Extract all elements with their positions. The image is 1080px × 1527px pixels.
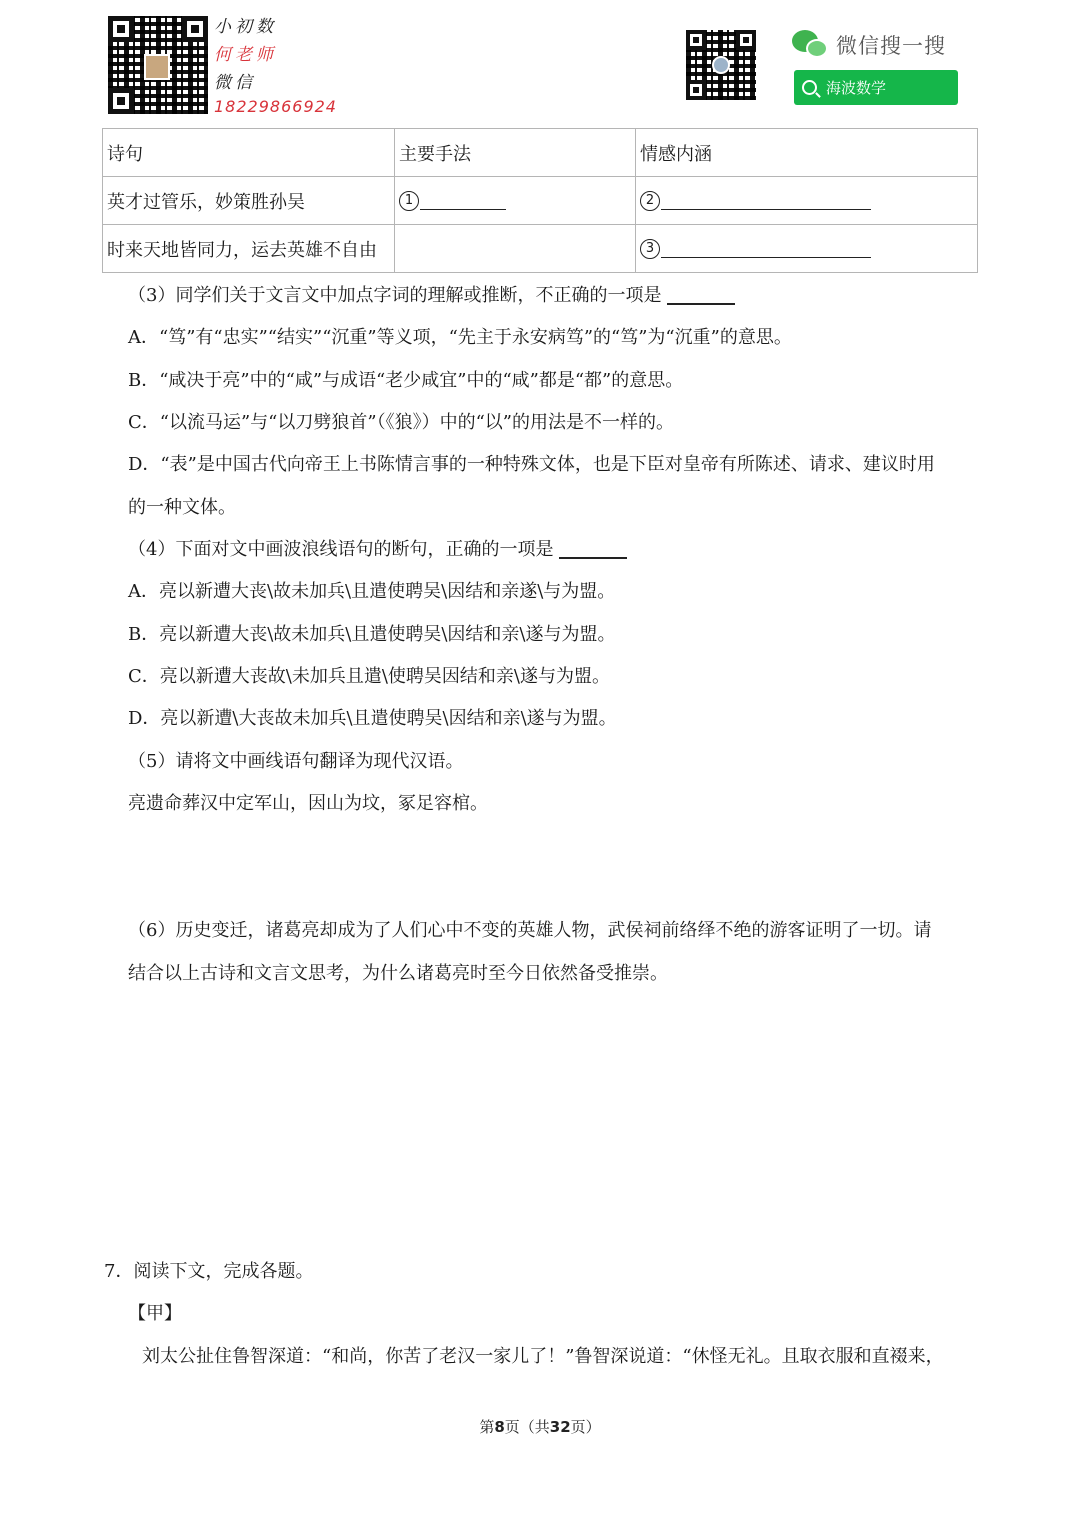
table-row [103,177,978,225]
verse-cell: 时来天地皆同力，运去英雄不自由 [103,225,395,273]
emotion-answer-cell [636,225,978,273]
question-5-sentence: 亮遗命葬汉中定军山，因山为坟，冢足容棺。 [128,793,488,814]
qr-finder [108,88,134,114]
question-3 [128,284,735,308]
search-icon [802,80,817,95]
poem-analysis-table [102,128,978,273]
search-label: 海波数学 [826,79,887,97]
emotion-answer-cell [636,177,978,225]
handwriting-phone: 18229866924 [214,97,337,116]
footer-text: 页（共 [504,1418,550,1436]
question-4 [128,538,627,562]
qr-logo [712,56,730,74]
method-answer-cell [395,177,636,225]
handwriting-line: 小初数 [214,17,277,37]
question-text: （4）下面对文中画波浪线语句的断句，正确的一项是 [128,539,554,560]
header-cell: 诗句 [103,129,395,177]
footer-text: 第 [479,1418,495,1436]
answer-blank[interactable] [420,192,506,210]
circled-number: 3 [640,239,660,259]
qr-finder [108,16,134,42]
avatar [144,54,170,80]
question-5: （5）请将文中画线语句翻译为现代汉语。 [128,751,464,772]
method-answer-cell [395,225,636,273]
page-footer [0,1416,1080,1437]
passage-paragraph: 刘太公扯住鲁智深道：“和尚，你苦了老汉一家儿了！”鲁智深说道：“休怪无礼。且取衣服和直裰来， [142,1346,944,1367]
qr-code-wechat [686,30,756,100]
section-label-jia: 【甲】 [128,1303,182,1324]
qr-finder [686,80,706,100]
qr-code-teacher [108,16,208,114]
option-a: A．“笃”有“忠实”“结实”“沉重”等义项，“先主于永安病笃”的“笃”为“沉重”的意思。 [128,327,792,348]
table-header-row [103,129,978,177]
answer-blank[interactable] [559,541,627,559]
qr-finder [686,30,706,50]
option-d-continued: 的一种文体。 [128,497,236,518]
wechat-search-button[interactable] [794,70,958,105]
circled-number: 2 [640,191,660,211]
option-a: A．亮以新遭大丧\故未加兵\且遣使聘吴\因结和亲遂\与为盟。 [128,581,616,602]
qr-finder [182,16,208,42]
answer-blank[interactable] [661,240,871,258]
handwriting-line: 何老师 [214,45,277,65]
footer-text: 页） [570,1418,601,1436]
wechat-icon [792,30,830,60]
total-pages: 32 [549,1418,571,1436]
question-6-continued: 结合以上古诗和文言文思考，为什么诸葛亮时至今日依然备受推崇。 [128,963,668,984]
header-cell: 主要手法 [395,129,636,177]
verse-cell: 英才过管乐，妙策胜孙吴 [103,177,395,225]
qr-finder [736,30,756,50]
answer-blank[interactable] [667,287,735,305]
wechat-search-brand [792,28,946,62]
question-6: （6）历史变迁，诸葛亮却成为了人们心中不变的英雄人物，武侯祠前络绎不绝的游客证明了一切。请 [128,920,932,941]
option-b: B．亮以新遭大丧\故未加兵\且遣使聘吴\因结和亲\遂与为盟。 [128,624,616,645]
header-cell: 情感内涵 [636,129,978,177]
question-7: 7．阅读下文，完成各题。 [104,1261,314,1282]
table-row [103,225,978,273]
option-d: D．“表”是中国古代向帝王上书陈情言事的一种特殊文体，也是下臣对皇帝有所陈述、请求、建议时用 [128,454,935,475]
handwriting-line: 微信 [214,73,256,93]
option-c: C．“以流马运”与“以刀劈狼首”（《狼》）中的“以”的用法是不一样的。 [128,412,674,433]
circled-number: 1 [399,191,419,211]
option-c: C．亮以新遭大丧故\未加兵且遣\使聘吴因结和亲\遂与为盟。 [128,666,610,687]
option-d: D．亮以新遭\大丧故未加兵\且遣使聘吴\因结和亲\遂与为盟。 [128,708,617,729]
question-text: （3）同学们关于文言文中加点字词的理解或推断，不正确的一项是 [128,285,662,306]
page-number: 8 [494,1418,505,1436]
answer-blank[interactable] [661,192,871,210]
option-b: B．“咸决于亮”中的“咸”与成语“老少咸宜”中的“咸”都是“都”的意思。 [128,370,684,391]
brand-text: 微信搜一搜 [836,34,946,58]
